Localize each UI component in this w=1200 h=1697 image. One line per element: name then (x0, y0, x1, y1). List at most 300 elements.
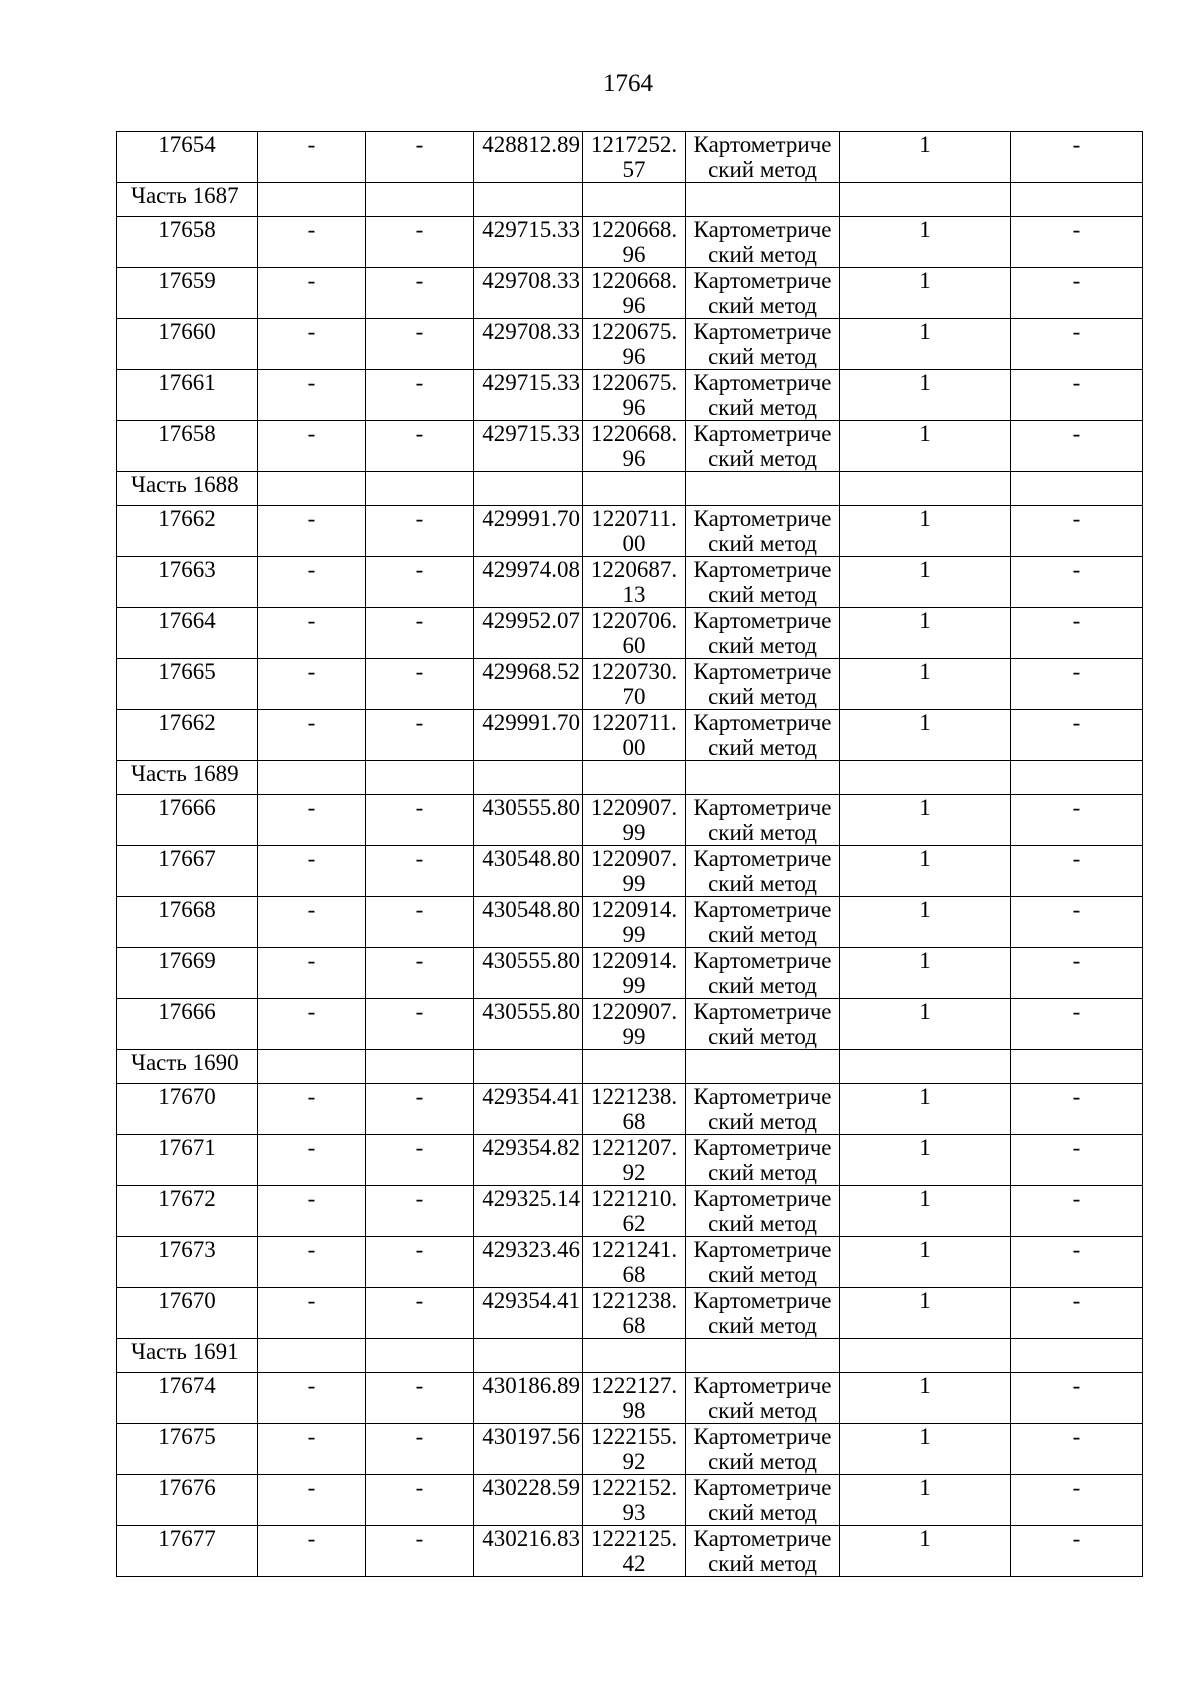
empty-cell (1011, 761, 1143, 795)
point-number-cell: 17658 (117, 217, 258, 268)
point-number-cell: 17673 (117, 1237, 258, 1288)
method-cell-line-1: Картометриче (693, 846, 832, 871)
method-cell (686, 319, 840, 370)
y-coordinate-cell-line-1: 1222155. (590, 1424, 678, 1449)
y-coordinate-cell-line-1: 1220914. (590, 897, 678, 922)
empty-cell (583, 183, 686, 217)
method-cell-line-1: Картометриче (693, 948, 832, 973)
last-column-cell: - (1011, 710, 1143, 761)
accuracy-cell: 1 (840, 1288, 1011, 1339)
table-body (117, 132, 1143, 1577)
y-coordinate-cell-line-2: 70 (622, 684, 646, 709)
x-coordinate-cell: 430228.59 (474, 1475, 583, 1526)
empty-cell (258, 1339, 366, 1373)
y-coordinate-cell (583, 1237, 686, 1288)
table-row (117, 1424, 1143, 1475)
y-coordinate-cell-line-1: 1221207. (590, 1135, 678, 1160)
accuracy-cell: 1 (840, 1186, 1011, 1237)
coordinates-table (116, 131, 1143, 1577)
empty-cell (474, 761, 583, 795)
dash-cell: - (258, 1475, 366, 1526)
method-cell-line-2: ский метод (708, 242, 817, 267)
table-row (117, 217, 1143, 268)
x-coordinate-cell: 429323.46 (474, 1237, 583, 1288)
part-header-row (117, 1050, 1143, 1084)
y-coordinate-cell-line-2: 96 (622, 293, 646, 318)
y-coordinate-cell (583, 999, 686, 1050)
accuracy-cell: 1 (840, 846, 1011, 897)
method-cell (686, 1135, 840, 1186)
point-number-cell: 17674 (117, 1373, 258, 1424)
y-coordinate-cell (583, 710, 686, 761)
y-coordinate-cell (583, 217, 686, 268)
empty-cell (258, 1050, 366, 1084)
last-column-cell: - (1011, 1424, 1143, 1475)
x-coordinate-cell: 430197.56 (474, 1424, 583, 1475)
x-coordinate-cell: 430555.80 (474, 999, 583, 1050)
x-coordinate-cell: 429354.82 (474, 1135, 583, 1186)
dash-cell: - (366, 268, 474, 319)
y-coordinate-cell (583, 132, 686, 183)
table-row (117, 1084, 1143, 1135)
table-row (117, 1288, 1143, 1339)
dash-cell: - (366, 319, 474, 370)
dash-cell: - (366, 608, 474, 659)
table-row (117, 557, 1143, 608)
x-coordinate-cell: 429325.14 (474, 1186, 583, 1237)
y-coordinate-cell (583, 1288, 686, 1339)
accuracy-cell: 1 (840, 710, 1011, 761)
point-number-cell: 17664 (117, 608, 258, 659)
x-coordinate-cell: 430555.80 (474, 948, 583, 999)
dash-cell: - (258, 506, 366, 557)
method-cell (686, 1373, 840, 1424)
dash-cell: - (366, 948, 474, 999)
x-coordinate-cell: 429952.07 (474, 608, 583, 659)
method-cell-line-1: Картометриче (693, 999, 832, 1024)
empty-cell (1011, 472, 1143, 506)
dash-cell: - (366, 370, 474, 421)
y-coordinate-cell-line-2: 42 (622, 1551, 646, 1576)
y-coordinate-cell-line-1: 1220711. (591, 710, 677, 735)
y-coordinate-cell-line-1: 1222125. (590, 1526, 678, 1551)
y-coordinate-cell (583, 1373, 686, 1424)
method-cell-line-2: ский метод (708, 582, 817, 607)
empty-cell (686, 472, 840, 506)
last-column-cell: - (1011, 421, 1143, 472)
accuracy-cell: 1 (840, 370, 1011, 421)
dash-cell: - (366, 217, 474, 268)
table-row (117, 710, 1143, 761)
method-cell-line-2: ский метод (708, 1398, 817, 1423)
method-cell-line-2: ский метод (708, 1024, 817, 1049)
y-coordinate-cell (583, 506, 686, 557)
method-cell-line-1: Картометриче (693, 1084, 832, 1109)
accuracy-cell: 1 (840, 1424, 1011, 1475)
method-cell-line-1: Картометриче (693, 659, 832, 684)
y-coordinate-cell-line-2: 60 (622, 633, 646, 658)
accuracy-cell: 1 (840, 1237, 1011, 1288)
method-cell (686, 846, 840, 897)
dash-cell: - (366, 1084, 474, 1135)
y-coordinate-cell-line-1: 1220711. (591, 506, 677, 531)
accuracy-cell: 1 (840, 132, 1011, 183)
method-cell (686, 948, 840, 999)
empty-cell (258, 761, 366, 795)
last-column-cell: - (1011, 319, 1143, 370)
method-cell-line-1: Картометриче (693, 608, 832, 633)
dash-cell: - (258, 608, 366, 659)
dash-cell: - (366, 999, 474, 1050)
dash-cell: - (366, 1186, 474, 1237)
dash-cell: - (366, 1475, 474, 1526)
last-column-cell: - (1011, 897, 1143, 948)
method-cell-line-1: Картометриче (693, 370, 832, 395)
method-cell-line-2: ский метод (708, 735, 817, 760)
y-coordinate-cell-line-2: 68 (622, 1262, 646, 1287)
page-number: 1764 (603, 70, 653, 97)
table-row (117, 1186, 1143, 1237)
accuracy-cell: 1 (840, 506, 1011, 557)
method-cell-line-2: ский метод (708, 973, 817, 998)
y-coordinate-cell-line-2: 00 (622, 735, 646, 760)
y-coordinate-cell (583, 795, 686, 846)
empty-cell (366, 761, 474, 795)
method-cell-line-1: Картометриче (693, 557, 832, 582)
y-coordinate-cell-line-2: 96 (622, 242, 646, 267)
dash-cell: - (258, 1373, 366, 1424)
y-coordinate-cell-line-1: 1220668. (590, 217, 678, 242)
accuracy-cell: 1 (840, 1373, 1011, 1424)
y-coordinate-cell-line-1: 1221210. (590, 1186, 678, 1211)
y-coordinate-cell-line-1: 1221238. (590, 1288, 678, 1313)
last-column-cell: - (1011, 1373, 1143, 1424)
table-row (117, 846, 1143, 897)
y-coordinate-cell-line-1: 1221238. (590, 1084, 678, 1109)
point-number-cell: 17672 (117, 1186, 258, 1237)
method-cell-line-1: Картометриче (693, 1237, 832, 1262)
y-coordinate-cell-line-2: 99 (622, 922, 646, 947)
x-coordinate-cell: 429974.08 (474, 557, 583, 608)
y-coordinate-cell-line-1: 1222152. (590, 1475, 678, 1500)
empty-cell (474, 472, 583, 506)
y-coordinate-cell-line-2: 13 (622, 582, 646, 607)
point-number-cell: 17654 (117, 132, 258, 183)
method-cell-line-1: Картометриче (693, 132, 832, 157)
method-cell (686, 1526, 840, 1577)
y-coordinate-cell-line-1: 1220907. (590, 795, 678, 820)
method-cell-line-1: Картометриче (693, 421, 832, 446)
method-cell (686, 370, 840, 421)
empty-cell (840, 183, 1011, 217)
method-cell (686, 217, 840, 268)
method-cell-line-2: ский метод (708, 1262, 817, 1287)
last-column-cell: - (1011, 217, 1143, 268)
method-cell-line-1: Картометриче (693, 710, 832, 735)
dash-cell: - (366, 846, 474, 897)
accuracy-cell: 1 (840, 319, 1011, 370)
last-column-cell: - (1011, 659, 1143, 710)
method-cell-line-1: Картометриче (693, 1373, 832, 1398)
method-cell (686, 710, 840, 761)
table-row (117, 948, 1143, 999)
dash-cell: - (366, 1424, 474, 1475)
last-column-cell: - (1011, 999, 1143, 1050)
method-cell (686, 268, 840, 319)
empty-cell (366, 183, 474, 217)
dash-cell: - (258, 846, 366, 897)
empty-cell (366, 1050, 474, 1084)
method-cell-line-1: Картометриче (693, 319, 832, 344)
dash-cell: - (258, 948, 366, 999)
last-column-cell: - (1011, 1526, 1143, 1577)
table-row (117, 608, 1143, 659)
method-cell-line-2: ский метод (708, 293, 817, 318)
y-coordinate-cell-line-1: 1220706. (590, 608, 678, 633)
table-row (117, 1526, 1143, 1577)
table-row (117, 132, 1143, 183)
method-cell-line-2: ский метод (708, 1551, 817, 1576)
point-number-cell: 17669 (117, 948, 258, 999)
part-label: Часть 1687 (117, 183, 258, 217)
point-number-cell: 17675 (117, 1424, 258, 1475)
point-number-cell: 17660 (117, 319, 258, 370)
last-column-cell: - (1011, 1237, 1143, 1288)
empty-cell (583, 1339, 686, 1373)
empty-cell (583, 472, 686, 506)
y-coordinate-cell (583, 1186, 686, 1237)
part-label: Часть 1691 (117, 1339, 258, 1373)
table-row (117, 1135, 1143, 1186)
method-cell-line-1: Картометриче (693, 1135, 832, 1160)
dash-cell: - (366, 897, 474, 948)
dash-cell: - (366, 132, 474, 183)
dash-cell: - (366, 557, 474, 608)
dash-cell: - (366, 1373, 474, 1424)
dash-cell: - (258, 132, 366, 183)
point-number-cell: 17670 (117, 1084, 258, 1135)
y-coordinate-cell (583, 268, 686, 319)
point-number-cell: 17666 (117, 795, 258, 846)
x-coordinate-cell: 429354.41 (474, 1288, 583, 1339)
x-coordinate-cell: 429354.41 (474, 1084, 583, 1135)
method-cell-line-2: ский метод (708, 1160, 817, 1185)
table-row (117, 1373, 1143, 1424)
y-coordinate-cell-line-1: 1220668. (590, 268, 678, 293)
method-cell-line-2: ский метод (708, 1500, 817, 1525)
empty-cell (583, 1050, 686, 1084)
y-coordinate-cell (583, 897, 686, 948)
y-coordinate-cell-line-2: 96 (622, 395, 646, 420)
last-column-cell: - (1011, 132, 1143, 183)
method-cell (686, 608, 840, 659)
y-coordinate-cell-line-2: 92 (622, 1160, 646, 1185)
method-cell-line-2: ский метод (708, 871, 817, 896)
y-coordinate-cell-line-1: 1220675. (590, 319, 678, 344)
method-cell (686, 897, 840, 948)
method-cell-line-2: ский метод (708, 531, 817, 556)
accuracy-cell: 1 (840, 1084, 1011, 1135)
table-row (117, 506, 1143, 557)
empty-cell (840, 1339, 1011, 1373)
method-cell (686, 659, 840, 710)
table-row (117, 370, 1143, 421)
x-coordinate-cell: 429991.70 (474, 710, 583, 761)
dash-cell: - (258, 795, 366, 846)
y-coordinate-cell (583, 1475, 686, 1526)
accuracy-cell: 1 (840, 948, 1011, 999)
last-column-cell: - (1011, 1288, 1143, 1339)
y-coordinate-cell (583, 557, 686, 608)
y-coordinate-cell-line-2: 93 (622, 1500, 646, 1525)
y-coordinate-cell-line-2: 00 (622, 531, 646, 556)
empty-cell (583, 761, 686, 795)
y-coordinate-cell (583, 1526, 686, 1577)
y-coordinate-cell-line-2: 99 (622, 871, 646, 896)
x-coordinate-cell: 429715.33 (474, 421, 583, 472)
dash-cell: - (366, 1288, 474, 1339)
accuracy-cell: 1 (840, 421, 1011, 472)
empty-cell (474, 1339, 583, 1373)
table-row (117, 1237, 1143, 1288)
y-coordinate-cell (583, 608, 686, 659)
y-coordinate-cell-line-2: 62 (622, 1211, 646, 1236)
last-column-cell: - (1011, 948, 1143, 999)
table-row (117, 1475, 1143, 1526)
dash-cell: - (366, 710, 474, 761)
method-cell-line-1: Картометриче (693, 1288, 832, 1313)
accuracy-cell: 1 (840, 268, 1011, 319)
last-column-cell: - (1011, 370, 1143, 421)
point-number-cell: 17671 (117, 1135, 258, 1186)
y-coordinate-cell-line-1: 1221241. (590, 1237, 678, 1262)
method-cell-line-2: ский метод (708, 1211, 817, 1236)
empty-cell (1011, 183, 1143, 217)
method-cell (686, 1237, 840, 1288)
dash-cell: - (366, 1526, 474, 1577)
x-coordinate-cell: 430555.80 (474, 795, 583, 846)
part-label: Часть 1688 (117, 472, 258, 506)
point-number-cell: 17670 (117, 1288, 258, 1339)
dash-cell: - (258, 421, 366, 472)
last-column-cell: - (1011, 1135, 1143, 1186)
accuracy-cell: 1 (840, 217, 1011, 268)
point-number-cell: 17676 (117, 1475, 258, 1526)
y-coordinate-cell-line-2: 99 (622, 1024, 646, 1049)
method-cell (686, 1475, 840, 1526)
dash-cell: - (366, 506, 474, 557)
y-coordinate-cell (583, 421, 686, 472)
method-cell (686, 1288, 840, 1339)
table-row (117, 268, 1143, 319)
dash-cell: - (258, 268, 366, 319)
method-cell (686, 506, 840, 557)
dash-cell: - (366, 795, 474, 846)
method-cell (686, 132, 840, 183)
method-cell-line-2: ский метод (708, 344, 817, 369)
method-cell (686, 1424, 840, 1475)
point-number-cell: 17662 (117, 506, 258, 557)
method-cell-line-2: ский метод (708, 1109, 817, 1134)
y-coordinate-cell-line-2: 92 (622, 1449, 646, 1474)
y-coordinate-cell-line-2: 99 (622, 820, 646, 845)
point-number-cell: 17661 (117, 370, 258, 421)
y-coordinate-cell-line-1: 1220907. (590, 846, 678, 871)
y-coordinate-cell (583, 319, 686, 370)
table-row (117, 795, 1143, 846)
last-column-cell: - (1011, 608, 1143, 659)
last-column-cell: - (1011, 506, 1143, 557)
point-number-cell: 17665 (117, 659, 258, 710)
dash-cell: - (366, 659, 474, 710)
part-header-row (117, 761, 1143, 795)
dash-cell: - (258, 1288, 366, 1339)
x-coordinate-cell: 430548.80 (474, 846, 583, 897)
point-number-cell: 17659 (117, 268, 258, 319)
y-coordinate-cell-line-2: 98 (622, 1398, 646, 1423)
method-cell-line-1: Картометриче (693, 1475, 832, 1500)
dash-cell: - (258, 659, 366, 710)
y-coordinate-cell-line-2: 68 (622, 1313, 646, 1338)
accuracy-cell: 1 (840, 608, 1011, 659)
empty-cell (366, 472, 474, 506)
y-coordinate-cell-line-1: 1220907. (590, 999, 678, 1024)
point-number-cell: 17662 (117, 710, 258, 761)
empty-cell (686, 183, 840, 217)
accuracy-cell: 1 (840, 1475, 1011, 1526)
method-cell (686, 999, 840, 1050)
point-number-cell: 17667 (117, 846, 258, 897)
y-coordinate-cell (583, 846, 686, 897)
table-row (117, 421, 1143, 472)
method-cell (686, 1084, 840, 1135)
method-cell-line-1: Картометриче (693, 1424, 832, 1449)
method-cell-line-1: Картометриче (693, 795, 832, 820)
dash-cell: - (258, 1084, 366, 1135)
method-cell-line-1: Картометриче (693, 1186, 832, 1211)
empty-cell (686, 1339, 840, 1373)
dash-cell: - (258, 710, 366, 761)
dash-cell: - (366, 421, 474, 472)
last-column-cell: - (1011, 268, 1143, 319)
empty-cell (1011, 1050, 1143, 1084)
method-cell-line-2: ский метод (708, 1313, 817, 1338)
empty-cell (366, 1339, 474, 1373)
dash-cell: - (366, 1237, 474, 1288)
method-cell-line-1: Картометриче (693, 897, 832, 922)
y-coordinate-cell-line-1: 1222127. (590, 1373, 678, 1398)
dash-cell: - (258, 1237, 366, 1288)
dash-cell: - (258, 370, 366, 421)
table-row (117, 999, 1143, 1050)
y-coordinate-cell (583, 1135, 686, 1186)
accuracy-cell: 1 (840, 659, 1011, 710)
dash-cell: - (258, 1135, 366, 1186)
method-cell-line-1: Картометриче (693, 268, 832, 293)
y-coordinate-cell (583, 659, 686, 710)
dash-cell: - (258, 1526, 366, 1577)
x-coordinate-cell: 429708.33 (474, 319, 583, 370)
y-coordinate-cell (583, 948, 686, 999)
y-coordinate-cell-line-2: 99 (622, 973, 646, 998)
table-row (117, 897, 1143, 948)
method-cell-line-2: ский метод (708, 157, 817, 182)
point-number-cell: 17677 (117, 1526, 258, 1577)
x-coordinate-cell: 429715.33 (474, 217, 583, 268)
dash-cell: - (258, 557, 366, 608)
empty-cell (1011, 1339, 1143, 1373)
dash-cell: - (258, 319, 366, 370)
